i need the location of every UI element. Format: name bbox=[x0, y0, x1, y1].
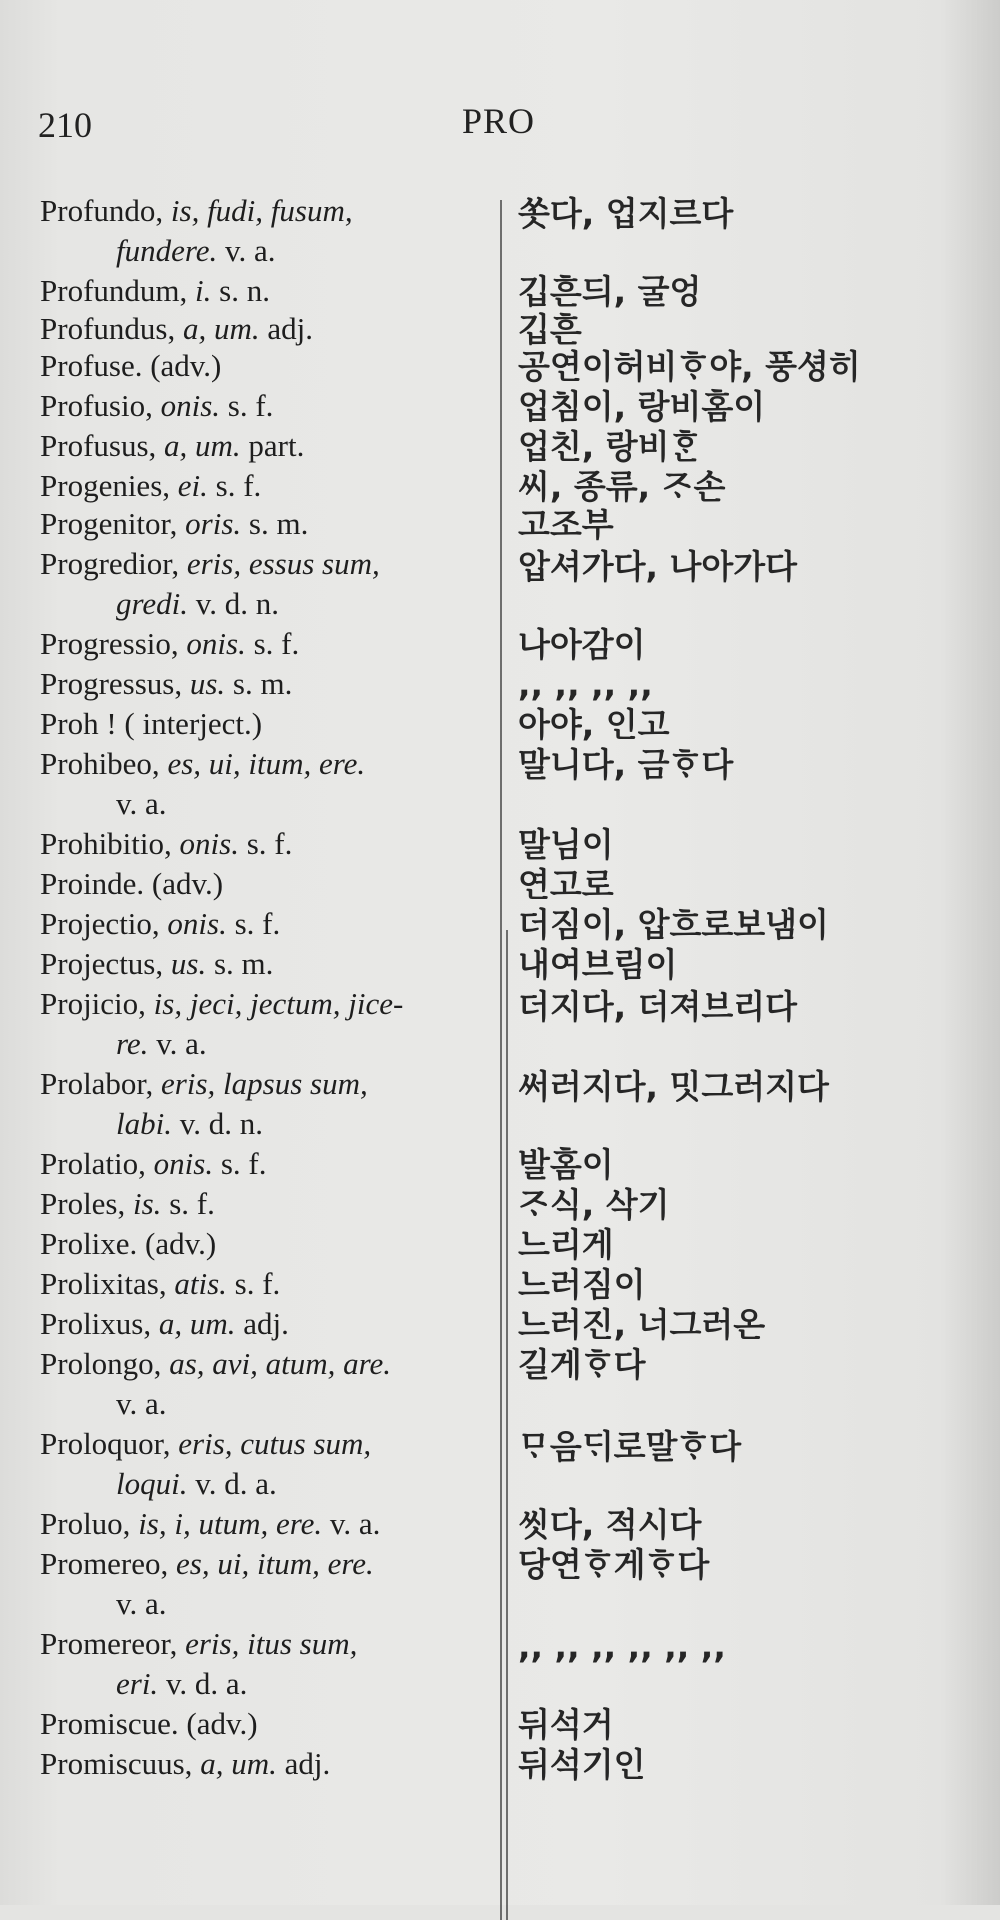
lemma: Progressio, bbox=[40, 626, 179, 661]
inflection-continued: eri. bbox=[116, 1666, 159, 1701]
latin-line bbox=[40, 628, 299, 659]
grammar-note: adj. bbox=[284, 1746, 331, 1781]
lemma: Promereo, bbox=[40, 1546, 169, 1581]
inflection: eris, cutus sum, bbox=[178, 1426, 372, 1461]
lemma: Profusus, bbox=[40, 428, 157, 463]
inflection: es, ui, itum, ere. bbox=[176, 1546, 374, 1581]
lemma: Progenitor, bbox=[40, 506, 178, 541]
column-divider bbox=[500, 200, 502, 1920]
lemma: Proh ! ( interject.) bbox=[40, 706, 263, 741]
inflection: onis. bbox=[167, 906, 227, 941]
grammar-note: v. a. bbox=[116, 1586, 167, 1621]
lemma: Proloquor, bbox=[40, 1426, 171, 1461]
column-divider-lower bbox=[506, 930, 508, 1920]
latin-line bbox=[40, 1748, 330, 1779]
inflection: a, um. bbox=[200, 1746, 277, 1781]
inflection-continued: loqui. bbox=[116, 1466, 188, 1501]
inflection-continued: labi. bbox=[116, 1106, 172, 1141]
korean-gloss: 압셔가다, 나아가다 bbox=[518, 547, 798, 586]
latin-continuation bbox=[116, 588, 279, 619]
korean-gloss: 깁흔듸, 굴엉 bbox=[518, 272, 702, 311]
inflection: is. bbox=[133, 1186, 162, 1221]
inflection: us. bbox=[189, 666, 226, 701]
lemma: Progredior, bbox=[40, 546, 180, 581]
latin-continuation bbox=[116, 1588, 167, 1619]
korean-gloss: 말니다, 금ᄒᆞ다 bbox=[518, 745, 734, 784]
inflection-continued: gredi. bbox=[116, 586, 189, 621]
lemma: Projicio, bbox=[40, 986, 146, 1021]
latin-line bbox=[40, 1508, 380, 1539]
grammar-note: s. f. bbox=[215, 468, 262, 503]
grammar-note: s. n. bbox=[219, 273, 270, 308]
korean-gloss: 당연ᄒᆞ게ᄒᆞ다 bbox=[518, 1545, 710, 1584]
grammar-note: s. m. bbox=[232, 666, 293, 701]
korean-gloss: 나아감이 bbox=[518, 625, 646, 664]
korean-gloss: 내여브림이 bbox=[518, 945, 678, 984]
korean-gloss: ᄆᆞ음ᄃᆡ로말ᄒᆞ다 bbox=[518, 1427, 742, 1466]
korean-gloss: 고조부 bbox=[518, 505, 614, 544]
latin-line bbox=[40, 313, 313, 344]
korean-gloss: 느리게 bbox=[518, 1225, 614, 1264]
latin-line bbox=[40, 508, 308, 539]
latin-line bbox=[40, 948, 273, 979]
lemma: Profuse. (adv.) bbox=[40, 348, 222, 383]
latin-line bbox=[40, 1428, 371, 1459]
latin-line bbox=[40, 988, 403, 1019]
korean-gloss: 느러진, 너그러온 bbox=[518, 1305, 766, 1344]
korean-gloss: 써러지다, 밋그러지다 bbox=[518, 1067, 829, 1106]
inflection: oris. bbox=[185, 506, 242, 541]
latin-line bbox=[40, 1628, 357, 1659]
korean-gloss: 뒤석거 bbox=[518, 1705, 614, 1744]
bleed-through-shadow bbox=[940, 0, 1000, 1905]
lemma: Profusio, bbox=[40, 388, 153, 423]
latin-line bbox=[40, 430, 304, 461]
korean-gloss: 길게ᄒᆞ다 bbox=[518, 1345, 646, 1384]
grammar-note: v. d. n. bbox=[179, 1106, 263, 1141]
inflection: i. bbox=[195, 273, 212, 308]
latin-line bbox=[40, 708, 262, 739]
lemma: Profundo, bbox=[40, 193, 164, 228]
korean-gloss: 쏫다, 업지르다 bbox=[518, 194, 734, 233]
grammar-note: v. d. n. bbox=[195, 586, 280, 621]
lemma: Prolixus, bbox=[40, 1306, 152, 1341]
latin-line bbox=[40, 828, 292, 859]
lemma: Progressus, bbox=[40, 666, 183, 701]
latin-line bbox=[40, 390, 273, 421]
grammar-note: v. d. a. bbox=[195, 1466, 277, 1501]
inflection-continued: fundere. bbox=[116, 233, 218, 268]
lemma: Promiscue. (adv.) bbox=[40, 1706, 258, 1741]
latin-line bbox=[40, 1268, 280, 1299]
lemma: Prohibeo, bbox=[40, 746, 160, 781]
lemma: Projectus, bbox=[40, 946, 164, 981]
latin-line bbox=[40, 1068, 368, 1099]
korean-gloss: 발홈이 bbox=[518, 1145, 614, 1184]
latin-continuation bbox=[116, 1108, 263, 1139]
inflection: onis. bbox=[153, 1146, 214, 1181]
lemma: Profundus, bbox=[40, 311, 176, 346]
inflection: as, avi, atum, are. bbox=[169, 1346, 392, 1381]
grammar-note: s. f. bbox=[234, 906, 281, 941]
inflection: onis. bbox=[186, 626, 246, 661]
latin-line bbox=[40, 1708, 258, 1739]
latin-line bbox=[40, 868, 223, 899]
inflection: a, um. bbox=[182, 311, 260, 346]
grammar-note: s. f. bbox=[220, 1146, 267, 1181]
grammar-note: s. f. bbox=[246, 826, 293, 861]
latin-continuation bbox=[116, 1468, 277, 1499]
korean-gloss: 느러짐이 bbox=[518, 1265, 646, 1304]
inflection: is, i, utum, ere. bbox=[138, 1506, 323, 1541]
latin-continuation bbox=[116, 1668, 247, 1699]
inflection: eris, lapsus sum, bbox=[161, 1066, 368, 1101]
latin-line bbox=[40, 548, 380, 579]
lemma: Promereor, bbox=[40, 1626, 178, 1661]
korean-gloss: 더짐이, 압흐로보냄이 bbox=[518, 905, 829, 944]
lemma: Prolabor, bbox=[40, 1066, 154, 1101]
korean-gloss: 씻다, 적시다 bbox=[518, 1505, 702, 1544]
grammar-note: s. f. bbox=[227, 388, 274, 423]
grammar-note: part. bbox=[248, 428, 305, 463]
latin-continuation bbox=[116, 235, 276, 266]
inflection: onis. bbox=[179, 826, 239, 861]
latin-continuation bbox=[116, 1388, 167, 1419]
grammar-note: v. a. bbox=[156, 1026, 207, 1061]
lemma: Proluo, bbox=[40, 1506, 131, 1541]
latin-line bbox=[40, 1228, 216, 1259]
latin-line bbox=[40, 1148, 267, 1179]
inflection: us. bbox=[170, 946, 207, 981]
inflection: is, fudi, fusum, bbox=[170, 193, 353, 228]
korean-gloss: 업침이, 랑비홈이 bbox=[518, 387, 766, 426]
grammar-note: adj. bbox=[267, 311, 313, 346]
latin-line bbox=[40, 1548, 374, 1579]
latin-line bbox=[40, 195, 353, 226]
latin-continuation bbox=[116, 1028, 207, 1059]
grammar-note: s. f. bbox=[234, 1266, 281, 1301]
page-number: 210 bbox=[38, 105, 92, 145]
inflection: a, um. bbox=[158, 1306, 236, 1341]
latin-line bbox=[40, 1308, 289, 1339]
latin-line bbox=[40, 1348, 391, 1379]
inflection: atis. bbox=[174, 1266, 227, 1301]
korean-gloss: ,, ,, ,, ,, bbox=[518, 665, 653, 704]
grammar-note: v. a. bbox=[116, 1386, 167, 1421]
grammar-note: adj. bbox=[243, 1306, 289, 1341]
running-headword: PRO bbox=[462, 101, 536, 141]
grammar-note: s. f. bbox=[253, 626, 300, 661]
korean-gloss: 공연이허비ᄒᆞ야, 풍셩히 bbox=[518, 347, 861, 386]
grammar-note: v. a. bbox=[225, 233, 276, 268]
korean-gloss: 말님이 bbox=[518, 825, 614, 864]
latin-line bbox=[40, 275, 270, 306]
latin-line bbox=[40, 470, 261, 501]
lemma: Prolongo, bbox=[40, 1346, 162, 1381]
korean-gloss: ,, ,, ,, ,, ,, ,, bbox=[518, 1627, 726, 1666]
grammar-note: s. m. bbox=[213, 946, 274, 981]
latin-line bbox=[40, 668, 292, 699]
lemma: Progenies, bbox=[40, 468, 171, 503]
korean-gloss: 업친, 랑비ᄒᆞᆫ bbox=[518, 427, 702, 466]
lemma: Proles, bbox=[40, 1186, 126, 1221]
grammar-note: v. a. bbox=[329, 1506, 381, 1541]
latin-continuation bbox=[116, 788, 167, 819]
latin-line bbox=[40, 908, 280, 939]
grammar-note: s. f. bbox=[169, 1186, 215, 1221]
latin-line bbox=[40, 748, 365, 779]
grammar-note: v. a. bbox=[116, 786, 167, 821]
lemma: Prohibitio, bbox=[40, 826, 172, 861]
korean-gloss: 더지다, 더져브리다 bbox=[518, 987, 798, 1026]
inflection: is, jeci, jectum, jice- bbox=[153, 986, 404, 1021]
korean-gloss: 연고로 bbox=[518, 865, 614, 904]
lemma: Proinde. (adv.) bbox=[40, 866, 224, 901]
latin-line bbox=[40, 1188, 215, 1219]
grammar-note: s. m. bbox=[248, 506, 309, 541]
inflection: eris, essus sum, bbox=[186, 546, 380, 581]
lemma: Prolixitas, bbox=[40, 1266, 167, 1301]
lemma: Profundum, bbox=[40, 273, 188, 308]
inflection-continued: re. bbox=[116, 1026, 149, 1061]
inflection: onis. bbox=[160, 388, 221, 423]
lemma: Promiscuus, bbox=[40, 1746, 193, 1781]
korean-gloss: ᄌᆞ식, 삭기 bbox=[518, 1185, 670, 1224]
korean-gloss: 씨, 종류, ᄌᆞ손 bbox=[518, 467, 726, 506]
korean-gloss: 깁흔 bbox=[518, 310, 582, 349]
lemma: Prolatio, bbox=[40, 1146, 146, 1181]
inflection: ei. bbox=[177, 468, 208, 503]
inflection: es, ui, itum, ere. bbox=[167, 746, 366, 781]
lemma: Projectio, bbox=[40, 906, 160, 941]
korean-gloss: 아야, 인고 bbox=[518, 705, 670, 744]
inflection: a, um. bbox=[164, 428, 241, 463]
latin-line bbox=[40, 350, 221, 381]
korean-gloss: 뒤석기인 bbox=[518, 1745, 646, 1784]
grammar-note: v. d. a. bbox=[165, 1666, 248, 1701]
lemma: Prolixe. (adv.) bbox=[40, 1226, 217, 1261]
inflection: eris, itus sum, bbox=[185, 1626, 358, 1661]
